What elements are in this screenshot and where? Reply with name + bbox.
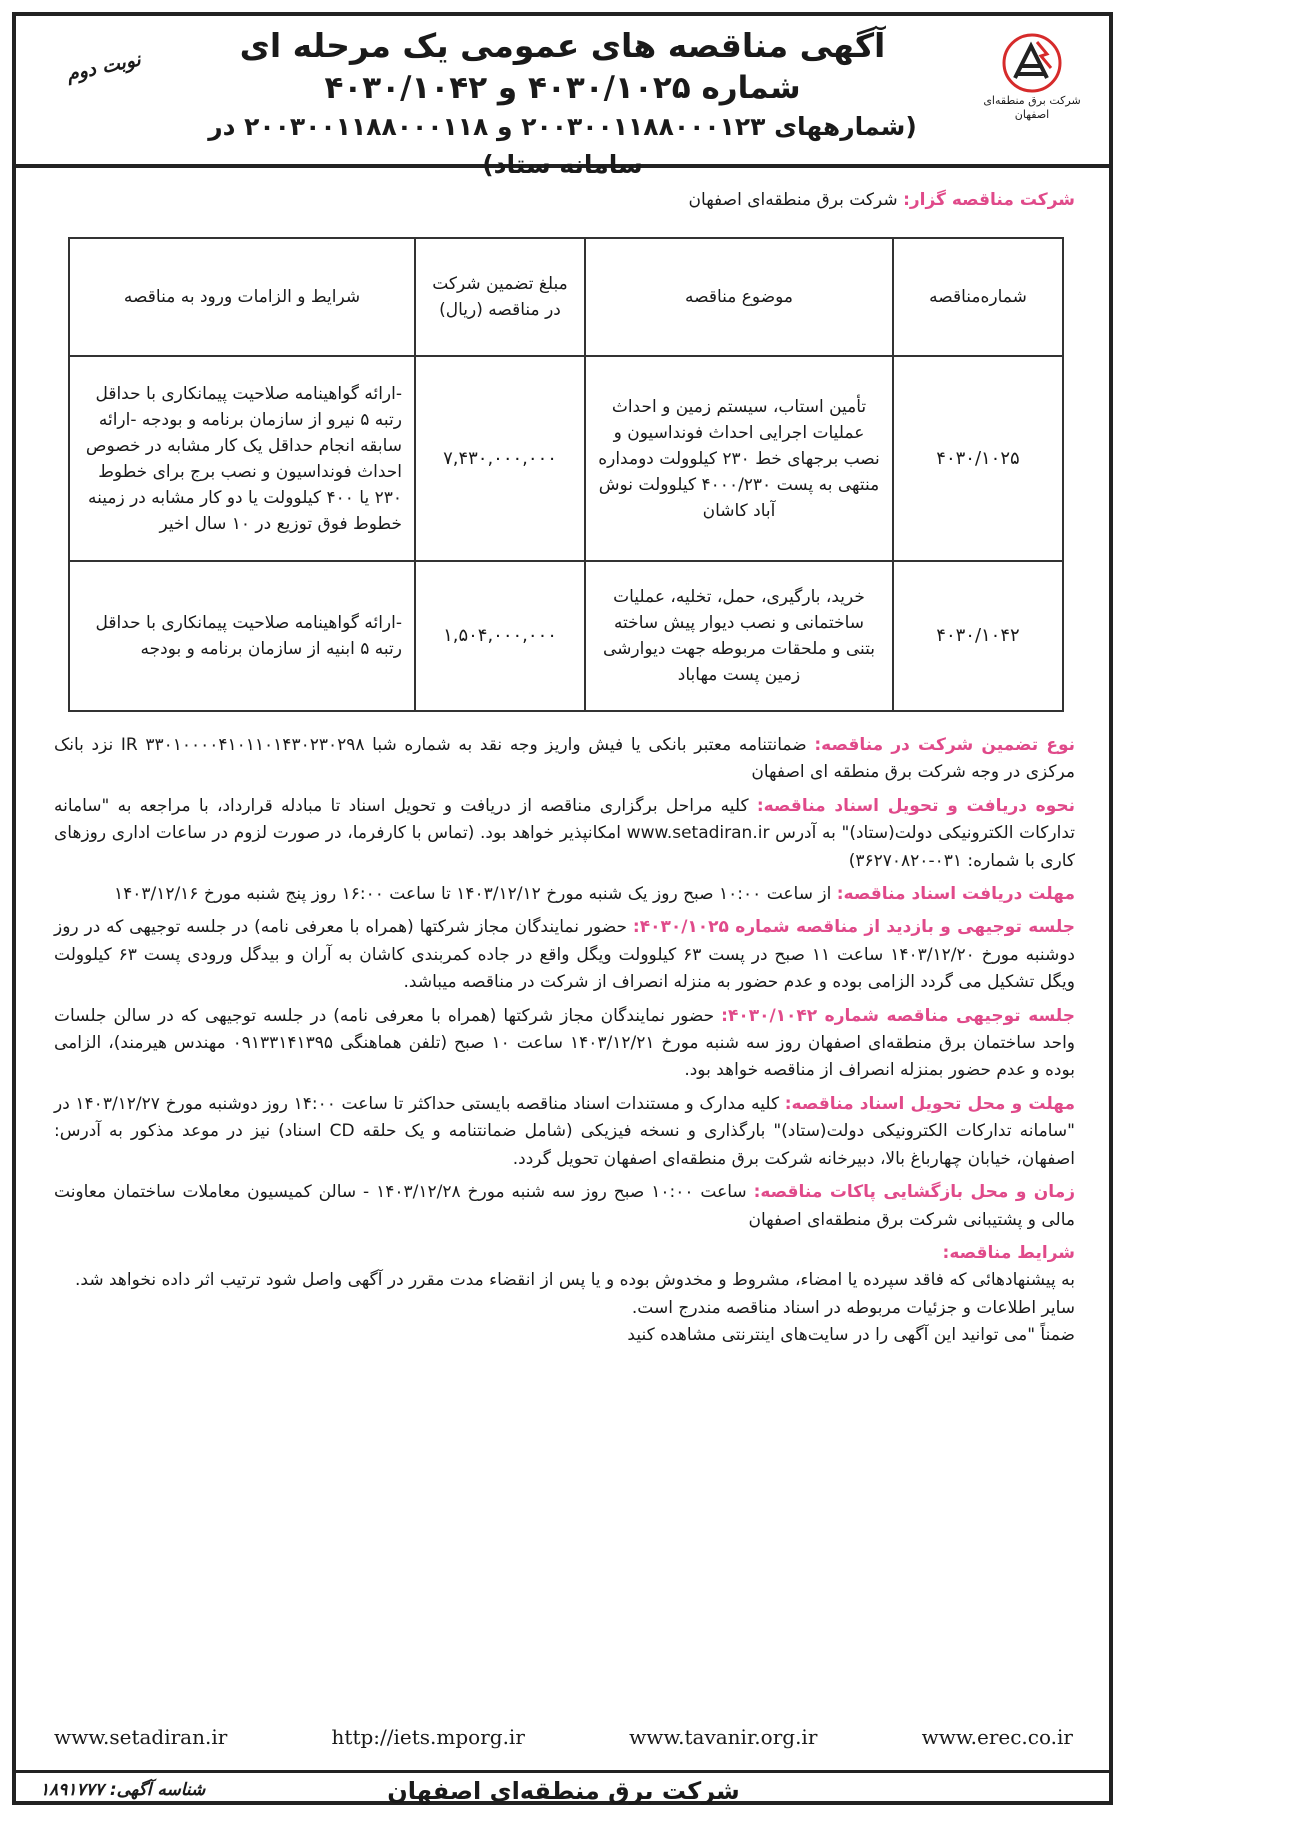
closing-line: به پیشنهادهائی که فاقد سپرده یا امضاء، مشروط و مخدوش بوده و یا پس از انقضاء مدت مقرر در آگهی واصل شود ترتیب اثر داده نخواهد شد. [75,1270,1075,1291]
section-label: مهلت دریافت اسناد مناقصه: [836,884,1075,905]
section-text: حضور نمایندگان مجاز شرکتها (همراه با معرفی نامه) در جلسه توجیهی که در سالن جلسات واحد ساختمان برق منطقه‌ای اصفهان روز سه شنبه مورخ ۱۴۰۳/۱۲/۲۱ ساعت ۱۰ صبح (تلفن هماهنگی ۰۹۱۳۳۱۴۱۳۹۵ مهندس هیرمند)، الزامی بوده و عدم حضور بمنزله انصراف از مناقصه خواهد بود. [54,1005,1076,1081]
website-link[interactable]: www.tavanir.org.ir [629,1725,818,1749]
header-number: شماره‌مناقصه [893,238,1063,356]
website-link[interactable]: www.erec.co.ir [921,1725,1073,1749]
tender-conditions: -ارائه گواهینامه صلاحیت پیمانکاری با حداقل رتبه ۵ نیرو از سازمان برنامه و بودجه -ارائه سابقه انجام حداقل یک کار مشابه در خصوص احداث فونداسیون و نصب برج برای خطوط ۲۳۰ یا ۴۰۰ کیلوولت یا دو کار مشابه در زمینه خطوط فوق توزیع در ۱۰ سال اخیر [69,356,415,561]
power-tower-logo-icon [997,32,1067,94]
logo-caption: شرکت برق منطقه‌ای اصفهان [983,94,1081,121]
notice-title: آگهی مناقصه های عمومی یک مرحله ای [239,26,886,65]
header-subject: موضوع مناقصه [585,238,893,356]
website-link[interactable]: www.setadiran.ir [54,1725,228,1749]
section-label: مهلت و محل تحویل اسناد مناقصه: [784,1093,1076,1114]
notice-numbers: شماره ۴۰۳۰/۱۰۲۵ و ۴۰۳۰/۱۰۴۲ [324,70,801,106]
tenders-table [68,237,1064,712]
section-guarantee-type [54,732,1075,787]
company-logo [977,32,1087,122]
section-text: کلیه مراحل برگزاری مناقصه از دریافت و تحویل اسناد تا مبادله قرارداد، با مراجعه به "سامانه تدارکات الکترونیکی دولت(ستاد)" به آدرس www.setadiran.ir امکانپذیر خواهد بود. (تماس با کارفرما، در صورت لزوم در ساعات اداری روزهای کاری با شماره: ۰۳۱-۳۶۲۷۰۸۲۰) [54,795,1075,871]
organizer-label: شرکت مناقصه گزار: [903,190,1075,210]
table-row [69,561,1063,711]
closing-line: سایر اطلاعات و جزئیات مربوطه در اسناد مناقصه مندرج است. [631,1297,1075,1318]
table-row [69,356,1063,561]
header-conditions: شرایط و الزامات ورود به مناقصه [69,238,415,356]
section-label: جلسه توجیهی و بازدید از مناقصه شماره ۴۰۳۰/۱۰۲۵: [632,917,1076,938]
section-text: کلیه مدارک و مستندات اسناد مناقصه بایستی حداکثر تا ساعت ۱۴:۰۰ روز دوشنبه مورخ ۱۴۰۳/۱۲/۲۷ در "سامانه تدارکات الکترونیکی دولت(ستاد)" بارگذاری و نسخه فیزیکی (شامل ضمانتنامه و یک حلقه CD اسناد) نیز در موعد مذکور به آدرس: اصفهان، خیابان چهارباغ بالا، دبیرخانه شرکت برق منطقه‌ای اصفهان تحویل گردد. [54,1093,1075,1169]
tender-guarantee: ۷,۴۳۰,۰۰۰,۰۰۰ [415,356,585,561]
section-label: نحوه دریافت و تحویل اسناد مناقصه: [756,795,1076,816]
ad-id: شناسه آگهی: ۱۸۹۱۷۷۷ [40,1780,206,1800]
round-label: نوبت دوم [64,48,143,86]
tender-number: ۴۰۳۰/۱۰۲۵ [893,356,1063,561]
footer-company: شرکت برق منطقه‌ای اصفهان [387,1777,740,1805]
section-briefing-1025 [54,914,1075,996]
section-text: حضور نمایندگان مجاز شرکتها (همراه با معرفی نامه) در جلسه توجیهی که در روز دوشنبه مورخ ۱۴۰۳/۱۲/۲۰ ساعت ۱۱ صبح در پست ۶۳ کیلوولت ویگل واقع در جاده کمربندی کاشان به آران و بیدگل ورودی پست ۶۳ کیلوولت ویگل تشکیل می گردد الزامی بوده و عدم حضور به منزله انصراف از شرکت در مناقصه میباشد. [54,917,1075,993]
organizer-value: شرکت برق منطقه‌ای اصفهان [688,190,898,210]
organizer [689,190,1075,210]
closing-line: ضمناً "می توانید این آگهی را در سایت‌های اینترنتی مشاهده کنید [627,1325,1075,1346]
section-documents [54,793,1075,875]
section-text: ساعت ۱۰:۰۰ صبح روز سه شنبه مورخ ۱۴۰۳/۱۲/۲۸ - سالن کمیسیون معاملات ساختمان معاونت مالی و پشتیبانی شرکت برق منطقه‌ای اصفهان [54,1182,1075,1230]
tender-subject: تأمین استاب، سیستم زمین و احداث عملیات اجرایی احداث فونداسیون و نصب برجهای خط ۲۳۰ کیلوولت دومداره منتهی به پست ۴۰۰۰/۲۳۰ کیلوولت نوش آباد کاشان [585,356,893,561]
section-label: نوع تضمین شرکت در مناقصه: [814,735,1076,755]
section-label: شرایط مناقصه: [942,1242,1075,1263]
section-conditions [54,1240,1075,1267]
website-list [54,1725,1073,1749]
tender-conditions: -ارائه گواهینامه صلاحیت پیمانکاری با حداقل رتبه ۵ ابنیه از سازمان برنامه و بودجه [69,561,415,711]
tender-guarantee: ۱,۵۰۴,۰۰۰,۰۰۰ [415,561,585,711]
title-block [166,24,959,184]
website-link[interactable]: http://iets.mporg.ir [331,1725,525,1749]
section-deadline [54,881,1075,908]
tender-subject: خرید، بارگیری، حمل، تخلیه، عملیات ساختمانی و نصب دیوار پیش ساخته بتنی و ملحقات مربوطه جهت دیوارشی زمین پست مهاباد [585,561,893,711]
section-label: زمان و محل بازگشایی پاکات مناقصه: [753,1182,1076,1203]
section-opening [54,1179,1075,1234]
section-text: از ساعت ۱۰:۰۰ صبح روز یک شنبه مورخ ۱۴۰۳/۱۲/۱۲ تا ساعت ۱۶:۰۰ روز پنج شنبه مورخ ۱۴۰۳/۱۲/۱۶ [113,884,832,905]
table-header-row [69,238,1063,356]
header-guarantee: مبلغ تضمین شرکت در مناقصه (ریال) [415,238,585,356]
section-briefing-1042 [54,1003,1075,1085]
setad-numbers: (شمارههای ۲۰۰۳۰۰۱۱۸۸۰۰۰۱۲۳ و ۲۰۰۳۰۰۱۱۸۸۰۰۰۱۱۸ در سامانه ستاد) [208,112,917,179]
notice-body [54,732,1075,1350]
notice-header [16,16,1109,179]
section-text: ضمانتنامه معتبر بانکی یا فیش واریز وجه نقد به شماره شبا IR ۳۳۰۱۰۰۰۰۴۱۰۱۱۰۱۴۳۰۲۳۰۲۹۸ نزد بانک مرکزی در وجه شرکت برق منطقه ای اصفهان [54,735,1075,783]
section-submission [54,1091,1075,1173]
section-label: جلسه توجیهی مناقصه شماره ۴۰۳۰/۱۰۴۲: [721,1005,1075,1026]
tender-number: ۴۰۳۰/۱۰۴۲ [893,561,1063,711]
